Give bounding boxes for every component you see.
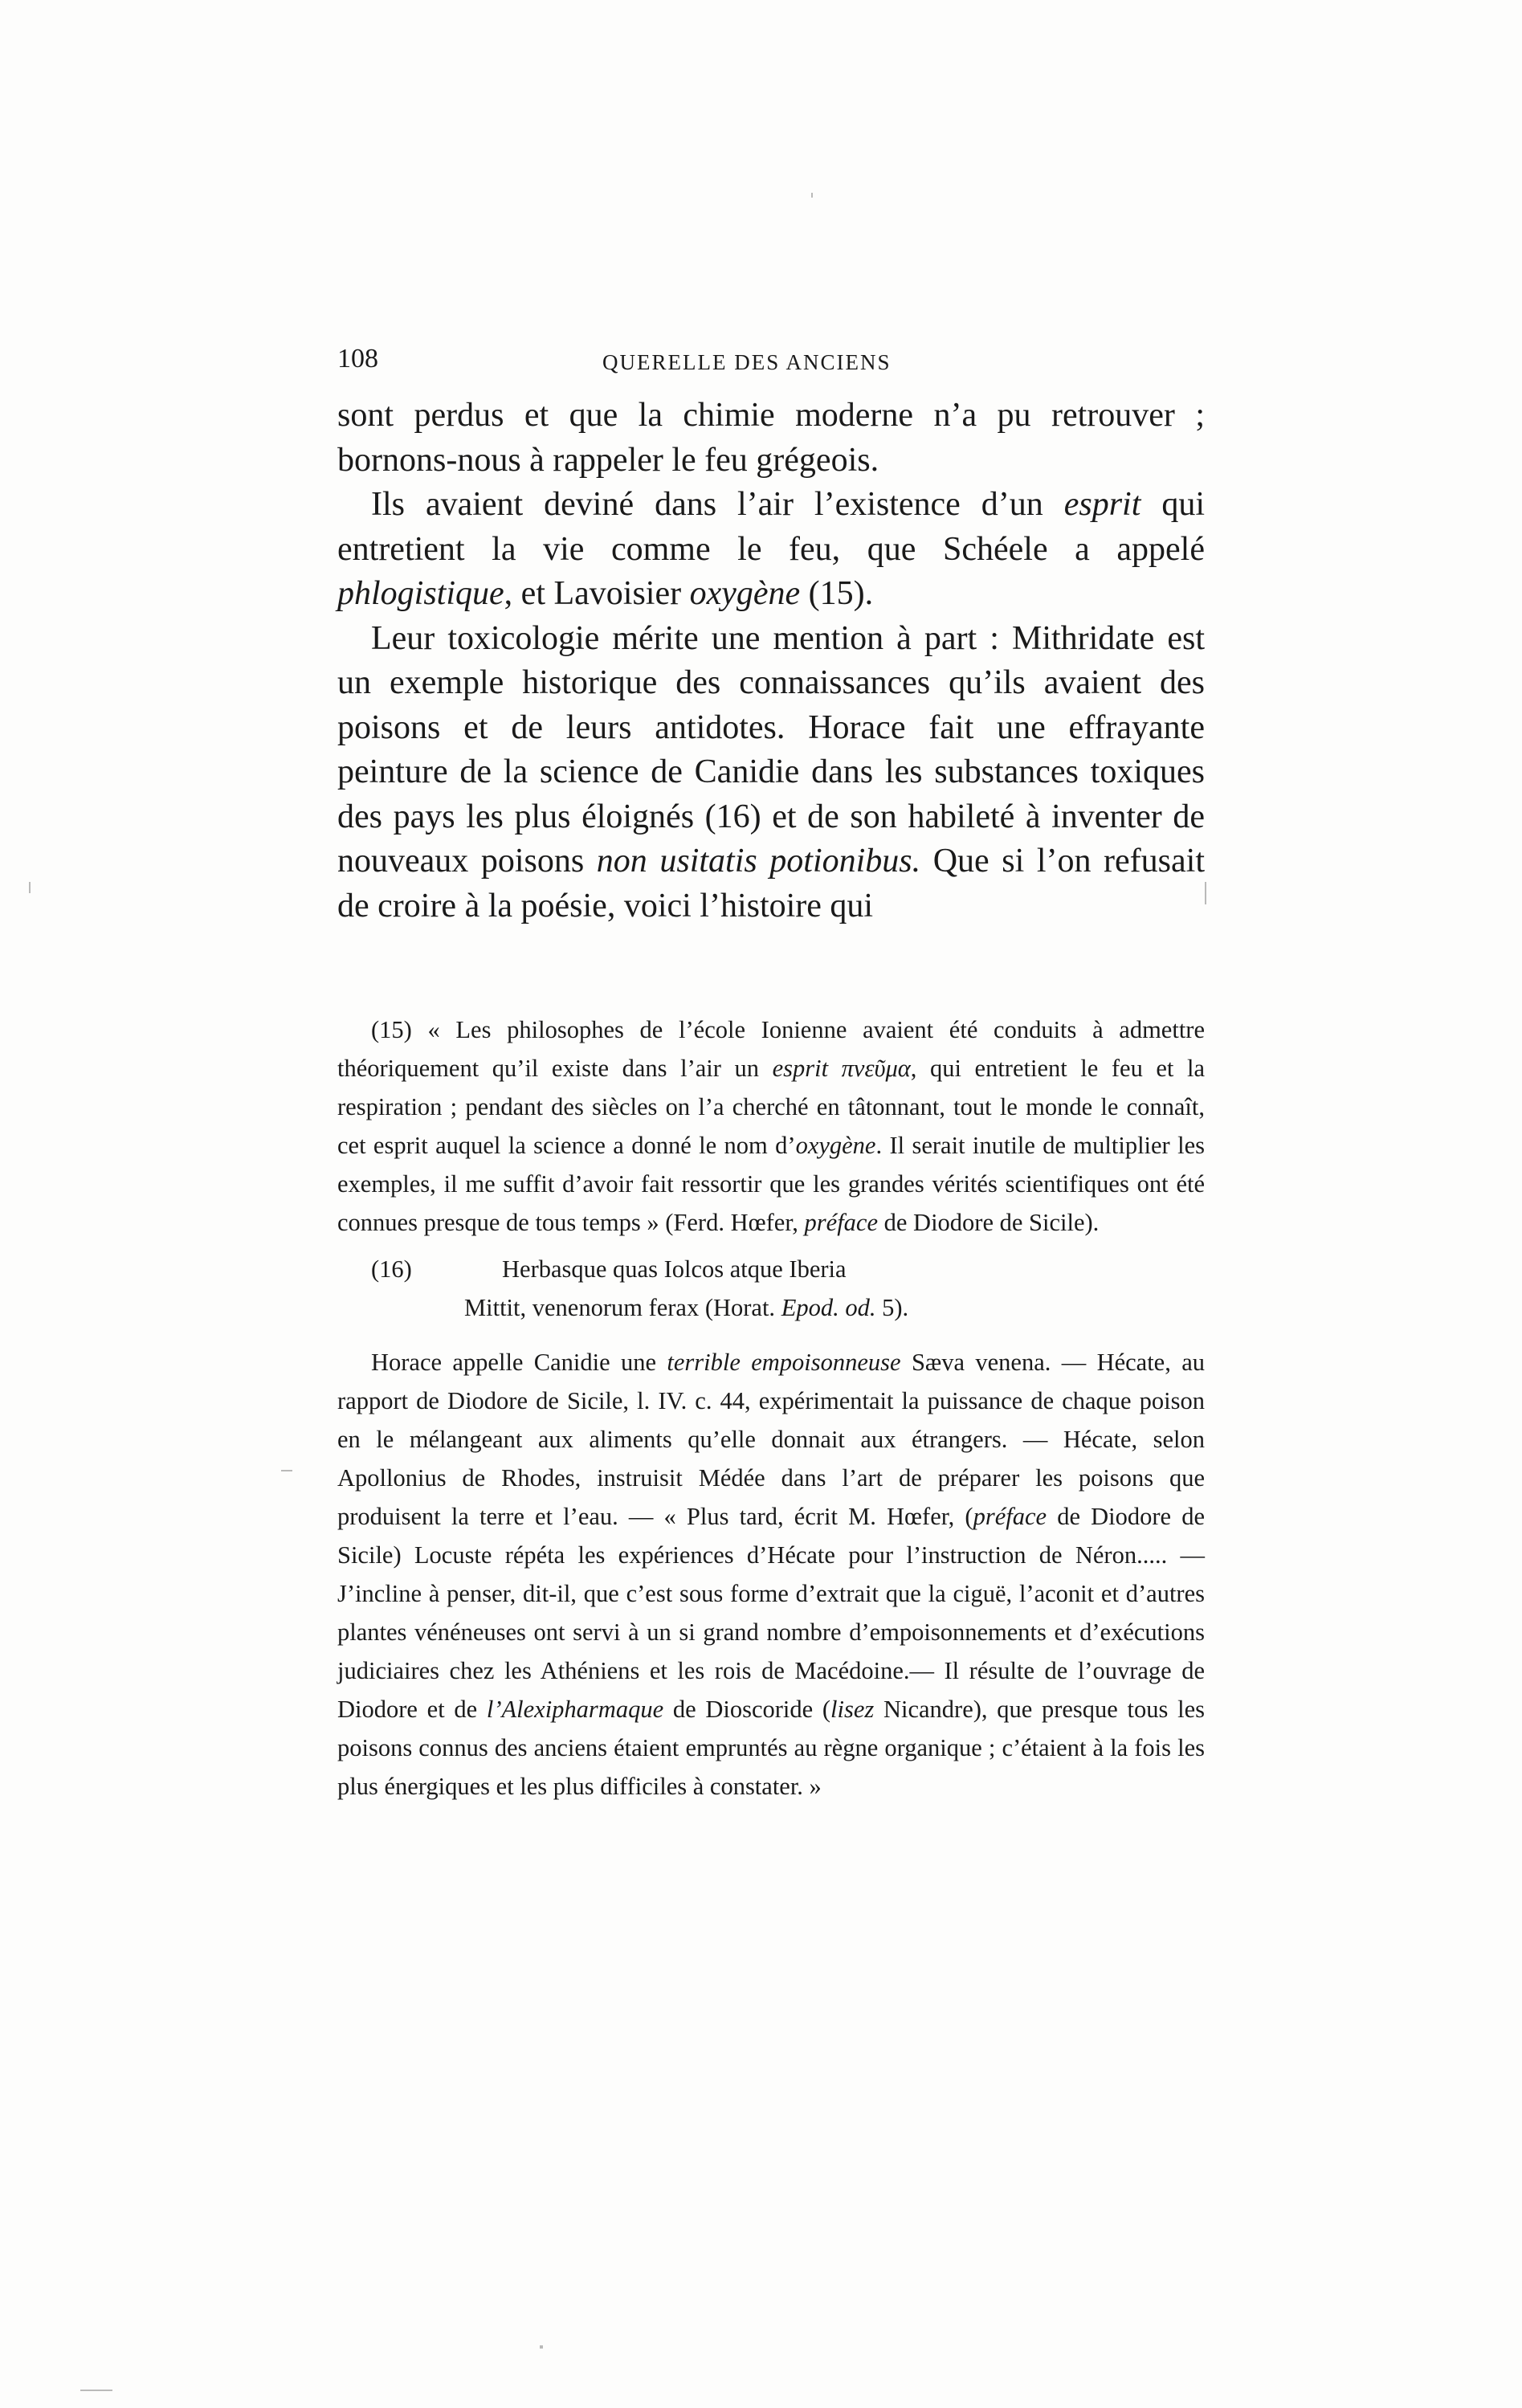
main-text <box>337 394 1205 929</box>
footnotes <box>337 1010 1205 1806</box>
verse-line-2: Mittit, venenorum ferax (Horat. Epod. od. 5). <box>464 1294 909 1321</box>
scan-speck <box>281 1470 292 1471</box>
page-number: 108 <box>337 344 378 373</box>
footnote-commentary: Horace appelle Canidie une terrible empoisonneuse Sæva venena. — Hécate, au rapport de Diodore de Sicile, l. IV. c. 44, expérimentait la puissance de chaque poison en le mélangeant aux aliments qu’elle donnait aux étrangers. — Hécate, selon Apollonius de Rhodes, instruisit Médée dans l’art de préparer les poisons que produisent la terre et l’eau. — « Plus tard, écrit M. Hœfer, (préface de Diodore de Sicile) Locuste répéta les expériences d’Hécate pour l’instruction de Néron..... — J’incline à penser, dit-il, que c’est sous forme d’extrait que la ciguë, l’aconit et d’autres plantes vénéneuses ont servi à un si grand nombre d’empoisonnements et d’exécutions judiciaires chez les Athéniens et les rois de Macédoine.— Il résulte de l’ouvrage de Diodore et de l’Alexipharmaque de Dioscoride (lisez Nicandre), que presque tous les poisons connus des anciens étaient empruntés au règne organique ; c’étaient à la fois les plus énergiques et les plus difficiles à constater. » <box>337 1349 1205 1800</box>
scan-speck <box>540 2345 543 2349</box>
scan-speck <box>1205 882 1206 904</box>
footnote-16 <box>337 1250 1205 1327</box>
scan-speck <box>811 193 813 198</box>
paragraph-1: sont perdus et que la chimie moderne n’a pu retrouver ; bornons-nous à rappeler le feu grégeois. <box>337 397 1205 479</box>
paragraph-2: Ils avaient deviné dans l’air l’existence d’un esprit qui entretient la vie comme le feu, que Schéele a appelé phlogistique, et Lavoisier oxygène (15). <box>337 486 1205 612</box>
verse-line-1: Herbasque quas Iolcos atque Iberia <box>502 1255 847 1283</box>
scan-speck <box>29 882 31 893</box>
running-title: QUERELLE DES ANCIENS <box>602 350 892 374</box>
scan-edge <box>80 2390 112 2391</box>
footnote-15: (15) « Les philosophes de l’école Ionienne avaient été conduits à admettre théoriquement qu’il existe dans l’air un esprit πνεῦμα, qui entretient le feu et la respiration ; pendant des siècles on l’a cherché en tâtonnant, tout le monde le connaît, cet esprit auquel la science a donné le nom d’oxygène. Il serait inutile de multiplier les exemples, il me suffit d’avoir fait ressortir que les grandes vérités scientifiques ont été connues presque de tous temps » (Ferd. Hœfer, préface de Diodore de Sicile). <box>337 1016 1205 1236</box>
page-header <box>337 344 1205 392</box>
paragraph-3: Leur toxicologie mérite une mention à part : Mithridate est un exemple historique des connaissances qu’ils avaient des poisons et de leurs antidotes. Horace fait une effrayante peinture de la science de Canidie dans les substances toxiques des pays les plus éloignés (16) et de son habileté à inventer de nouveaux poisons non usitatis potionibus. Que si l’on refusait de croire à la poésie, voici l’histoire qui <box>337 619 1205 924</box>
footnote-16-number: (16) <box>371 1255 412 1283</box>
